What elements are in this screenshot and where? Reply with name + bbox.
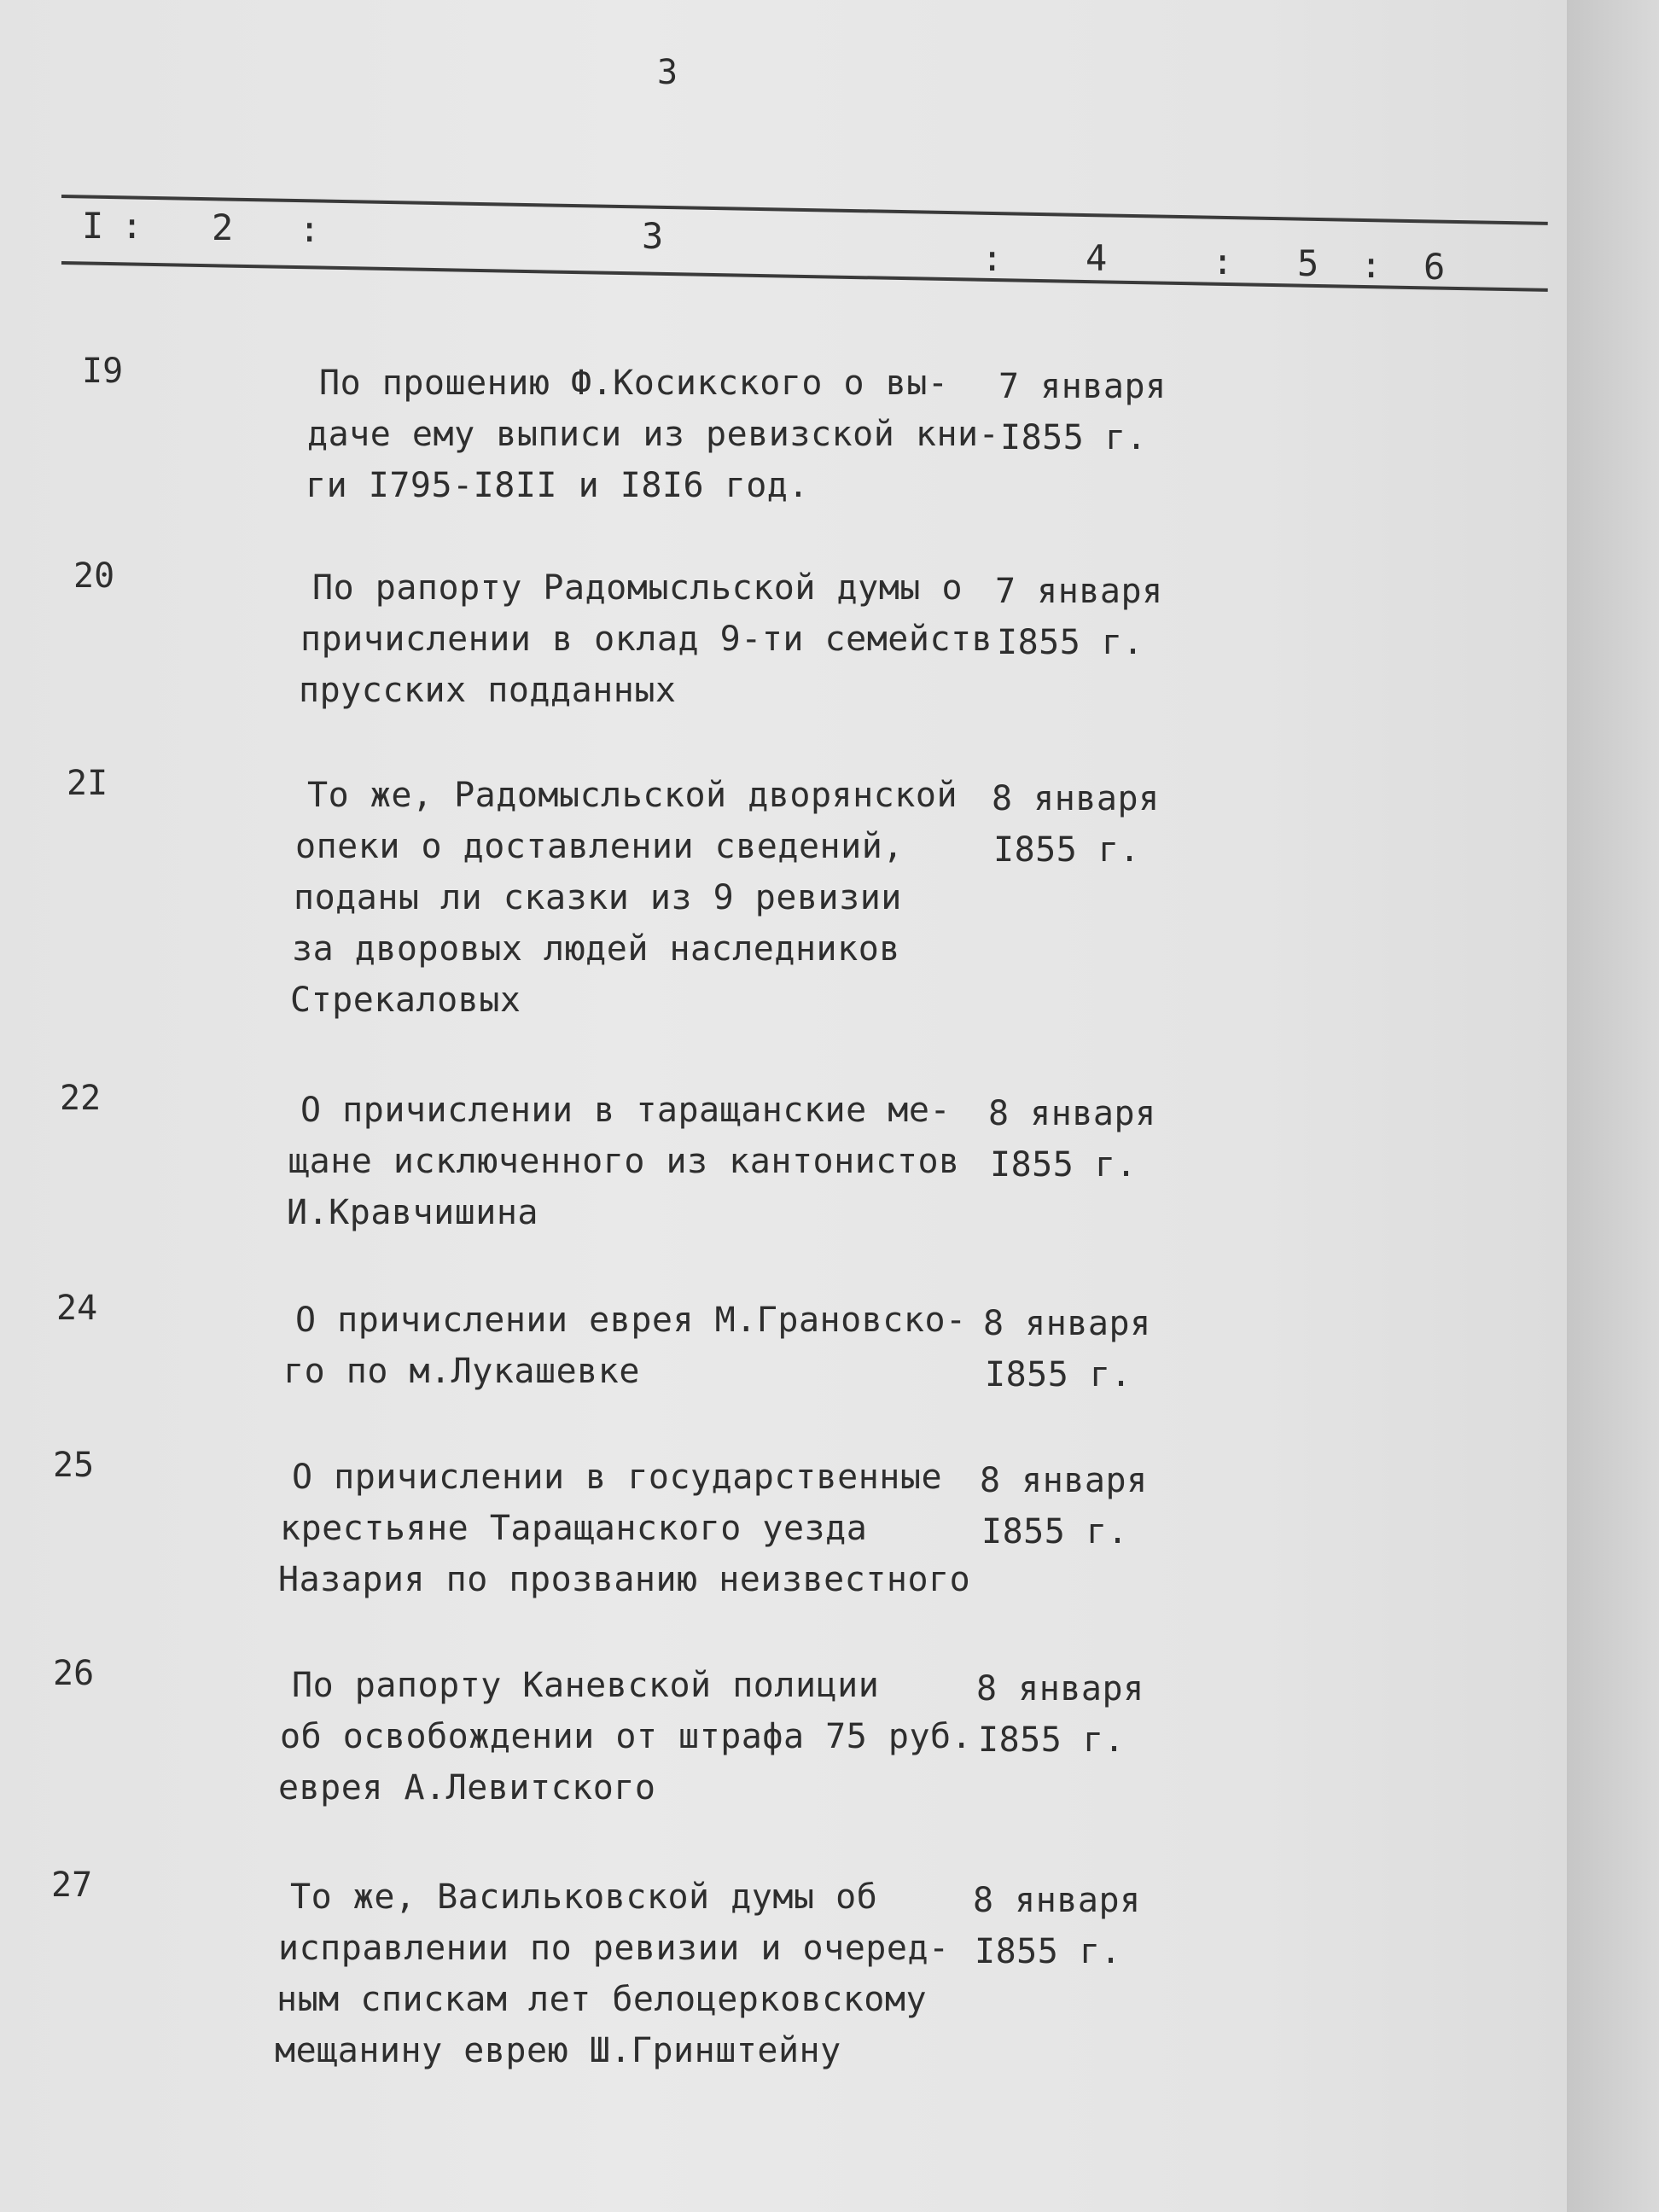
entry-title-line: щане исключенного из кантонистов [288, 1142, 960, 1181]
column-header-6: 6 [1423, 246, 1446, 288]
page-number: 3 [657, 53, 678, 92]
entry-number: 2I [67, 764, 108, 803]
entry-number: I9 [82, 352, 124, 391]
column-separator: : [299, 208, 321, 250]
entry-title-line: поданы ли сказки из 9 ревизии [294, 878, 902, 917]
entry-title-line: ным спискам лет белоцерковскому [276, 1980, 928, 2019]
entry-date: 8 января [988, 1094, 1156, 1133]
entry-number: 26 [53, 1654, 95, 1693]
entry-date: 7 января [998, 367, 1167, 406]
entry-year: I855 г. [978, 1720, 1126, 1760]
page-edge [1567, 0, 1659, 2212]
entry-title-line: го по м.Лукашевке [283, 1352, 640, 1391]
entry-year: I855 г. [975, 1932, 1122, 1971]
entry-title-line: еврея А.Левитского [278, 1768, 656, 1807]
entry-year: I855 г. [981, 1512, 1129, 1551]
entry-date: 7 января [995, 572, 1163, 611]
entry-title-line: То же, Радомысльской дворянской [307, 776, 958, 815]
column-header-2: 2 [212, 207, 234, 248]
column-header-4: 4 [1086, 237, 1108, 279]
entry-number: 20 [73, 556, 115, 596]
column-header-1: I [82, 205, 104, 247]
entry-year: I855 г. [993, 830, 1141, 870]
entry-date: 8 января [973, 1881, 1141, 1920]
entry-title-line: О причислении в таращанские ме- [300, 1091, 952, 1130]
entry-number: 22 [60, 1079, 102, 1118]
entry-title-line: О причислении в государственные [292, 1458, 943, 1497]
entry-title-line: причислении в оклад 9-ти семейств [300, 620, 993, 659]
entry-number: 25 [53, 1446, 95, 1485]
entry-title-line: Назария по прозванию неизвестного [278, 1560, 971, 1599]
entry-title-line: По прошению Ф.Косикского о вы- [319, 364, 949, 403]
entry-year: I855 г. [990, 1145, 1138, 1185]
entry-title-line: мещанину еврею Ш.Гринштейну [275, 2031, 841, 2070]
entry-title-line: даче ему выписи из ревизской кни- [307, 415, 1000, 454]
column-separator: : [981, 237, 1004, 279]
entry-date: 8 января [976, 1669, 1144, 1708]
entry-number: 27 [51, 1866, 93, 1905]
column-separator: : [1360, 244, 1382, 286]
entry-year: I855 г. [1000, 418, 1148, 457]
entry-title-line: По рапорту Каневской полиции [292, 1666, 880, 1705]
entry-number: 24 [56, 1289, 98, 1328]
entry-title-line: ги I795-I8II и I8I6 год. [306, 466, 809, 505]
column-separator: : [1212, 241, 1234, 282]
entry-title-line: крестьяне Таращанского уезда [280, 1509, 868, 1548]
entry-date: 8 января [992, 779, 1160, 818]
column-separator: : [121, 205, 143, 247]
column-header-5: 5 [1297, 242, 1319, 284]
entry-title-line: за дворовых людей наследников [292, 929, 900, 969]
entry-year: I855 г. [997, 623, 1144, 662]
entry-title-line: прусских подданных [299, 671, 677, 710]
entry-title-line: То же, Васильковской думы об [290, 1877, 878, 1917]
entry-title-line: исправлении по ревизии и очеред- [278, 1929, 950, 1968]
column-header-3: 3 [642, 215, 664, 257]
entry-title-line: По рапорту Радомысльской думы о [312, 568, 963, 608]
entry-title-line: Стрекаловых [290, 981, 521, 1020]
entry-title-line: опеки о доставлении сведений, [295, 827, 904, 866]
entry-date: 8 января [983, 1304, 1151, 1343]
entry-title-line: И.Кравчишина [287, 1193, 538, 1232]
entry-title-line: об освобождении от штрафа 75 руб. [280, 1717, 973, 1756]
entry-date: 8 января [980, 1461, 1148, 1500]
entry-year: I855 г. [985, 1355, 1132, 1394]
entry-title-line: О причислении еврея М.Грановско- [295, 1301, 967, 1340]
